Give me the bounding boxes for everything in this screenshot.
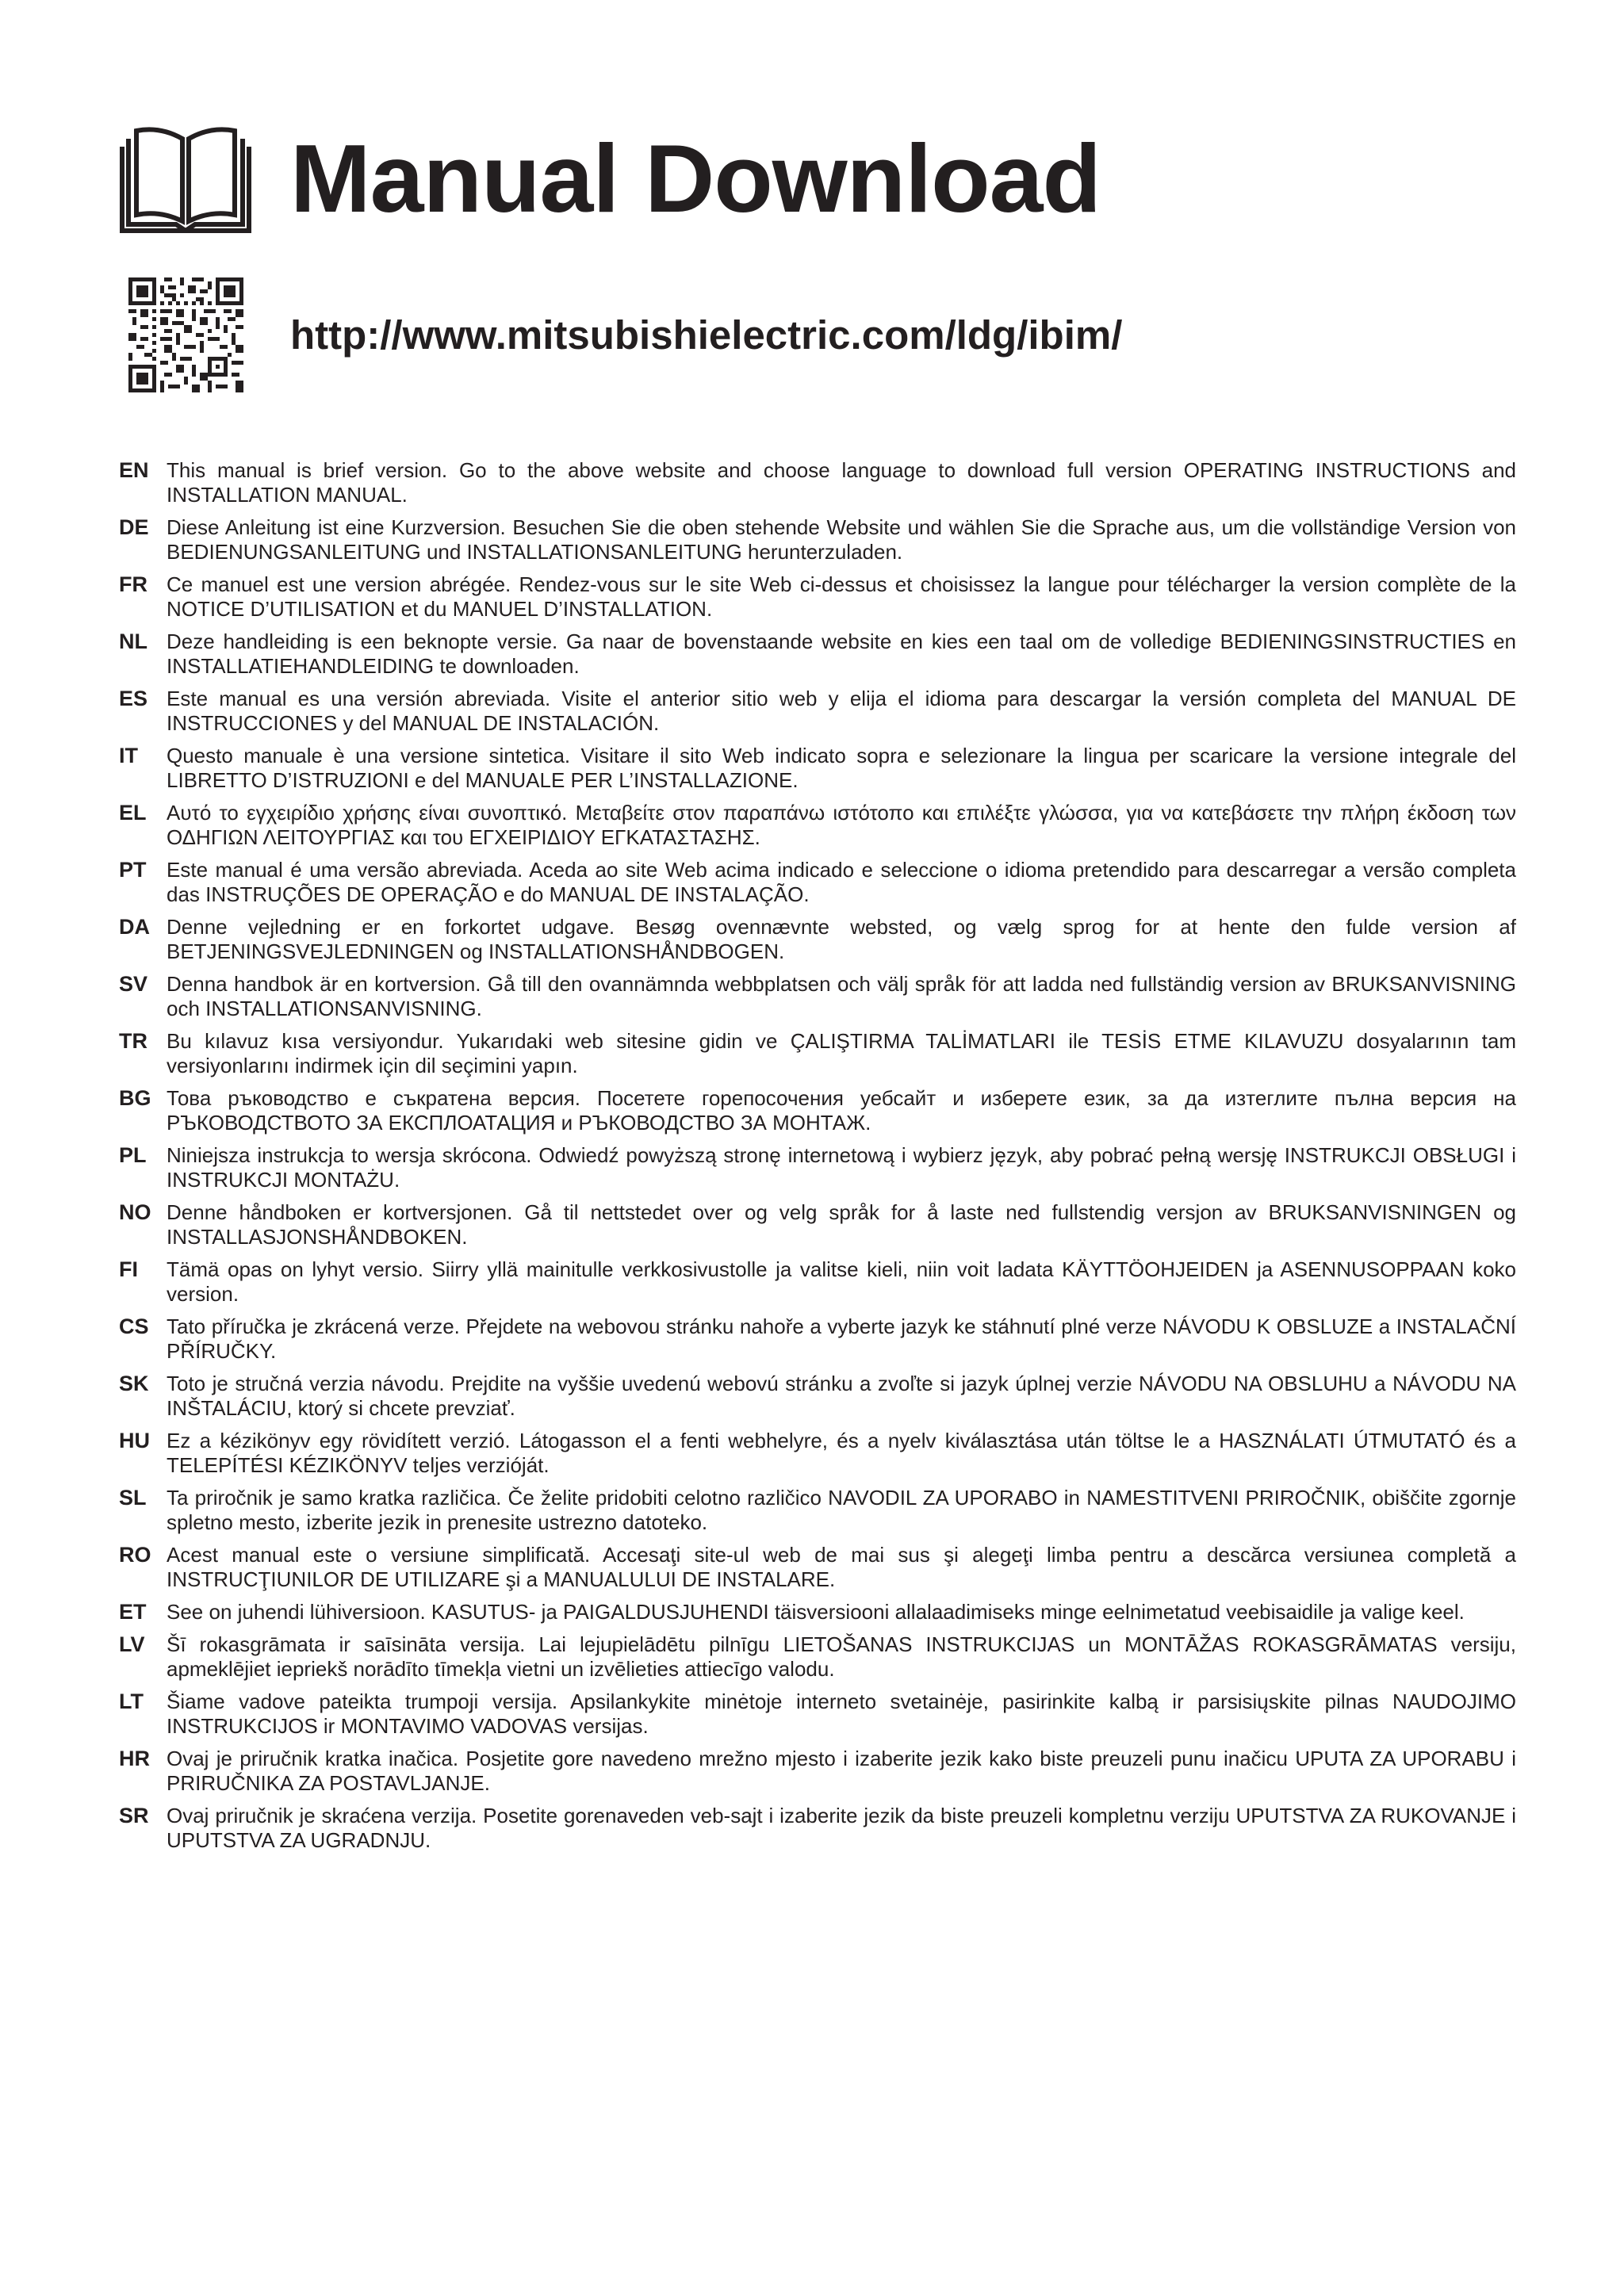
lang-code: SR — [119, 1804, 149, 1827]
lang-row-hr — [119, 1747, 1516, 1796]
lang-text: Ovaj priručnik je skraćena verzija. Posetite gorenaveden veb-sajt i izaberite jezik da biste preuzeli kompletnu verziju UPUTSTVA ZA RUKOVANJE i UPUTSTVA ZA UGRADNJU. — [167, 1804, 1516, 1852]
lang-text: This manual is brief version. Go to the above website and choose language to download full version OPERATING INSTRUCTIONS and INSTALLATION MANUAL. — [167, 458, 1516, 507]
download-url-link[interactable]: http://www.mitsubishielectric.com/ldg/ibim/ — [290, 312, 1123, 358]
open-book-icon — [119, 123, 252, 234]
language-notice-list — [119, 458, 1516, 1861]
lang-row-cs — [119, 1314, 1516, 1364]
lang-row-nl — [119, 629, 1516, 679]
lang-code: ES — [119, 687, 148, 710]
lang-text: Ez a kézikönyv egy rövidített verzió. Látogasson el a fenti webhelyre, és a nyelv kiválasztása után töltse le a HASZNÁLATI ÚTMUTATÓ és a TELEPÍTÉSI KÉZIKÖNYV teljes verzióját. — [167, 1429, 1516, 1477]
lang-code: SK — [119, 1372, 149, 1395]
lang-text: Αυτό το εγχειρίδιο χρήσης είναι συνοπτικό. Μεταβείτε στον παραπάνω ιστότοπο και επιλέξτε γλώσσα, για να κατεβάσετε την πλήρη έκδοση των ΟΔΗΓΙΩΝ ΛΕΙΤΟΥΡΓΙΑΣ και του ΕΓΧΕΙΡΙΔΙΟΥ ΕΓΚΑΤΑΣΤΑΣΗΣ. — [167, 801, 1516, 849]
lang-row-sk — [119, 1372, 1516, 1421]
page-title: Manual Download — [290, 124, 1101, 232]
lang-row-sl — [119, 1486, 1516, 1535]
lang-code: PL — [119, 1143, 147, 1167]
lang-text: Denna handbok är en kortversion. Gå till den ovannämnda webbplatsen och välj språk för att ladda ned fullständig version av BRUKSANVISNING och INSTALLATIONSANVISNING. — [167, 972, 1516, 1020]
lang-text: Šiame vadove pateikta trumpoji versija. Apsilankykite minėtoje interneto svetainėje, pasirinkite kalbą ir parsisiųskite pilnas NAUDOJIMO INSTRUKCIJOS ir MONTAVIMO VADOVAS versijas. — [167, 1689, 1516, 1738]
lang-code: HU — [119, 1429, 150, 1452]
lang-code: NL — [119, 629, 147, 653]
lang-text: Questo manuale è una versione sintetica. Visitare il sito Web indicato sopra e selezionare la lingua per scaricare la versione integrale del LIBRETTO D’ISTRUZIONI e del MANUALE PER L’INSTALLAZIONE. — [167, 744, 1516, 792]
lang-row-lv — [119, 1632, 1516, 1682]
lang-row-da — [119, 915, 1516, 964]
lang-text: Este manual é uma versão abreviada. Aceda ao site Web acima indicado e seleccione o idioma pretendido para descarregar a versão completa das INSTRUÇÕES DE OPERAÇÃO e do MANUAL DE INSTALAÇÃO. — [167, 858, 1516, 906]
lang-code: IT — [119, 744, 138, 767]
lang-text: Toto je stručná verzia návodu. Prejdite na vyššie uvedenú webovú stránku a zvoľte si jazyk úplnej verzie NÁVODU NA OBSLUHU a NÁVODU NA INŠTALÁCIU, ktorý si chcete prevziať. — [167, 1372, 1516, 1420]
lang-code: EN — [119, 458, 149, 482]
lang-text: Acest manual este o versiune simplificată. Accesaţi site-ul web de mai sus şi alegeţi limba pentru a descărca versiunea completă a INSTRUCŢIUNILOR DE UTILIZARE şi a MANUALULUI DE INSTALARE. — [167, 1543, 1516, 1591]
lang-code: FI — [119, 1257, 138, 1281]
lang-row-pl — [119, 1143, 1516, 1192]
lang-row-el — [119, 801, 1516, 850]
lang-row-tr — [119, 1029, 1516, 1078]
lang-code: SV — [119, 972, 148, 996]
lang-row-bg — [119, 1086, 1516, 1135]
lang-text: Това ръководство е съкратена версия. Посетете горепосочения уебсайт и изберете език, за да изтеглите пълна версия на РЪКОВОДСТВОТО ЗА ЕКСПЛОАТАЦИЯ и РЪКОВОДСТВО ЗА МОНТАЖ. — [167, 1086, 1516, 1135]
lang-code: DA — [119, 915, 150, 939]
lang-code: DE — [119, 515, 149, 539]
lang-text: Ce manuel est une version abrégée. Rendez-vous sur le site Web ci-dessus et choisissez la langue pour télécharger la version complète de la NOTICE D’UTILISATION et du MANUEL D’INSTALLATION. — [167, 572, 1516, 621]
lang-code: CS — [119, 1314, 149, 1338]
lang-row-lt — [119, 1689, 1516, 1739]
lang-code: EL — [119, 801, 147, 825]
lang-row-fi — [119, 1257, 1516, 1307]
lang-code: ET — [119, 1600, 147, 1624]
lang-row-es — [119, 687, 1516, 736]
lang-row-fr — [119, 572, 1516, 622]
lang-row-pt — [119, 858, 1516, 907]
lang-text: Ta priročnik je samo kratka različica. Če želite pridobiti celotno različico NAVODIL ZA UPORABO in NAMESTITVENI PRIROČNIK, obiščite zgornje spletno mesto, izberite jezik in prenesite ustrezno datoteko. — [167, 1486, 1516, 1534]
lang-code: BG — [119, 1086, 151, 1110]
lang-text: See on juhendi lühiversioon. KASUTUS- ja PAIGALDUSJUHENDI täisversiooni allalaadimiseks minge eelnimetatud veebisaidile ja valige keel. — [167, 1600, 1465, 1624]
lang-code: LT — [119, 1689, 144, 1713]
lang-row-hu — [119, 1429, 1516, 1478]
lang-code: HR — [119, 1747, 150, 1770]
lang-code: RO — [119, 1543, 151, 1567]
lang-text: Tämä opas on lyhyt versio. Siirry yllä mainitulle verkkosivustolle ja valitse kieli, niin voit ladata KÄYTTÖOHJEIDEN ja ASENNUSOPPAAN koko version. — [167, 1257, 1516, 1306]
lang-text: Denne vejledning er en forkortet udgave. Besøg ovennævnte websted, og vælg sprog for at hente den fulde version af BETJENINGSVEJLEDNINGEN og INSTALLATIONSHÅNDBOGEN. — [167, 915, 1516, 963]
lang-row-sv — [119, 972, 1516, 1021]
lang-code: LV — [119, 1632, 145, 1656]
lang-text: Tato příručka je zkrácená verze. Přejdete na webovou stránku nahoře a vyberte jazyk ke stáhnutí plné verze NÁVODU K OBSLUZE a INSTALAČNÍ PŘÍRUČKY. — [167, 1314, 1516, 1363]
lang-row-no — [119, 1200, 1516, 1249]
lang-row-sr — [119, 1804, 1516, 1853]
lang-text: Este manual es una versión abreviada. Visite el anterior sitio web y elija el idioma para descargar la versión completa del MANUAL DE INSTRUCCIONES y del MANUAL DE INSTALACIÓN. — [167, 687, 1516, 735]
lang-row-de — [119, 515, 1516, 564]
lang-code: PT — [119, 858, 147, 882]
lang-code: FR — [119, 572, 147, 596]
lang-text: Bu kılavuz kısa versiyondur. Yukarıdaki web sitesine gidin ve ÇALIŞTIRMA TALİMATLARI ile TESİS ETME KILAVUZU dosyalarının tam versiyonlarını indirmek için dil seçimini yapın. — [167, 1029, 1516, 1077]
lang-row-ro — [119, 1543, 1516, 1592]
lang-text: Šī rokasgrāmata ir saīsināta versija. Lai lejupielādētu pilnīgu LIETOŠANAS INSTRUKCIJAS un MONTĀŽAS ROKASGRĀMATAS versiju, apmeklējiet iepriekš norādīto tīmekļa vietni un izvēlieties attiecīgo valodu. — [167, 1632, 1516, 1681]
lang-text: Ovaj je priručnik kratka inačica. Posjetite gore navedeno mrežno mjesto i izaberite jezik kako biste preuzeli punu inačicu UPUTA ZA UPORABU i PRIRUČNIKA ZA POSTAVLJANJE. — [167, 1747, 1516, 1795]
lang-text: Deze handleiding is een beknopte versie. Ga naar de bovenstaande website en kies een taal om de volledige BEDIENINGSINSTRUCTIES en INSTALLATIEHANDLEIDING te downloaden. — [167, 629, 1516, 678]
lang-code: SL — [119, 1486, 147, 1510]
lang-row-en — [119, 458, 1516, 507]
lang-text: Denne håndboken er kortversjonen. Gå til nettstedet over og velg språk for å laste ned fullstendig versjon av BRUKSANVISNINGEN og INSTALLASJONSHÅNDBOKEN. — [167, 1200, 1516, 1249]
lang-code: NO — [119, 1200, 151, 1224]
lang-row-it — [119, 744, 1516, 793]
lang-text: Diese Anleitung ist eine Kurzversion. Besuchen Sie die oben stehende Website und wählen Sie die Sprache aus, um die vollständige Version von BEDIENUNGSANLEITUNG und INSTALLATIONSANLEITUNG herunterzuladen. — [167, 515, 1516, 564]
lang-code: TR — [119, 1029, 147, 1053]
lang-row-et — [119, 1600, 1516, 1624]
qr-code-icon[interactable] — [128, 277, 243, 392]
lang-text: Niniejsza instrukcja to wersja skrócona. Odwiedź powyższą stronę internetową i wybierz język, aby pobrać pełną wersję INSTRUKCJI OBSŁUGI i INSTRUKCJI MONTAŻU. — [167, 1143, 1516, 1192]
